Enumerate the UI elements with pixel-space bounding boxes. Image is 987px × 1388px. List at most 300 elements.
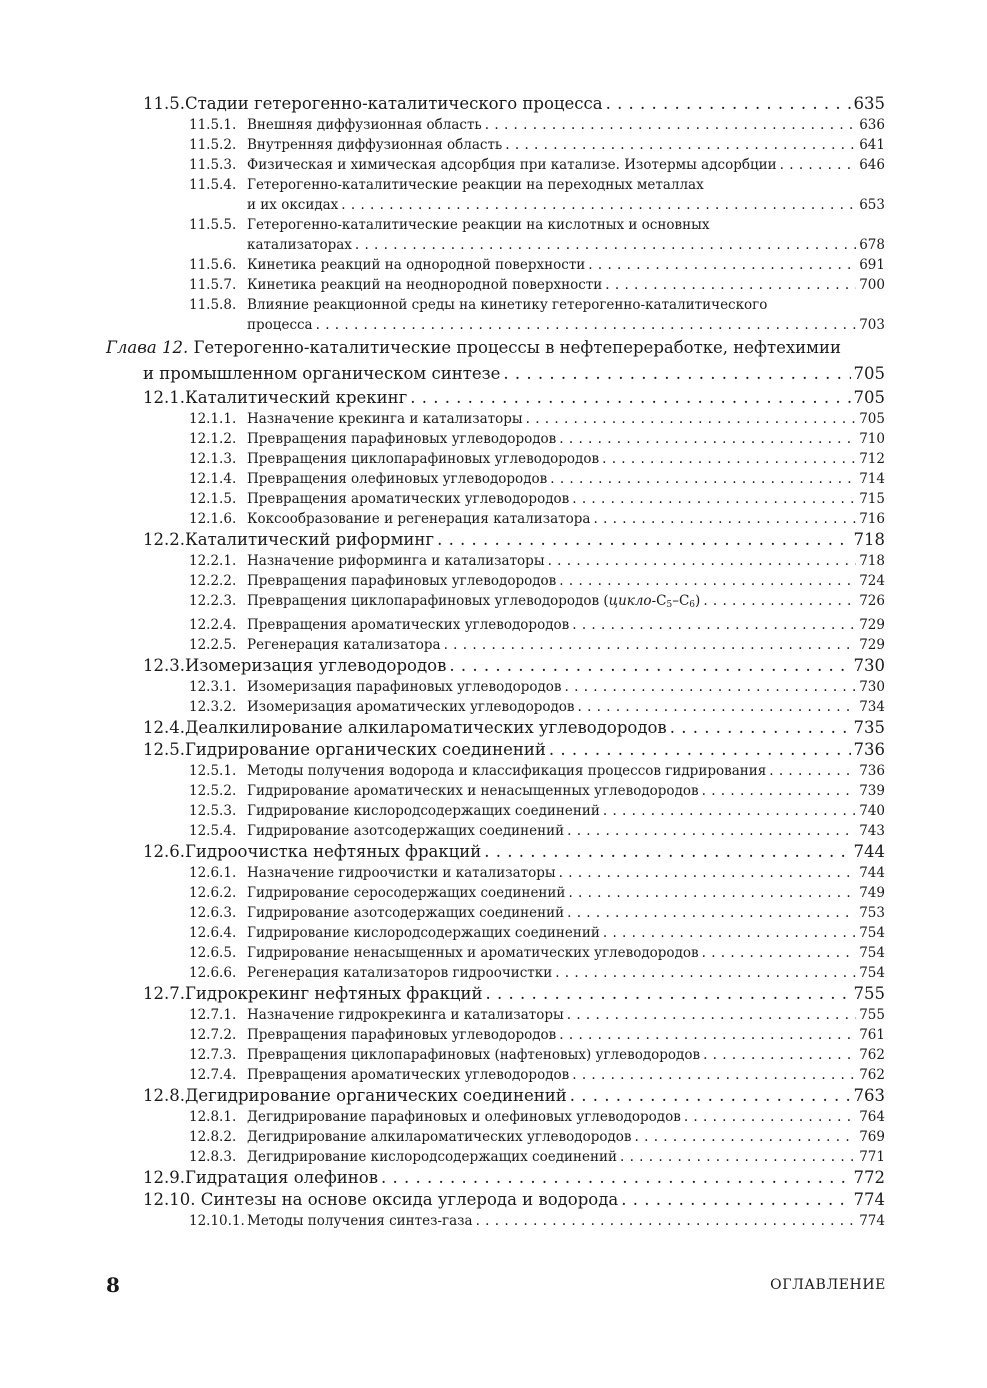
toc-entry-label — [189, 551, 545, 571]
dot-leader — [549, 739, 851, 761]
toc-entry-label — [189, 449, 599, 469]
dot-leader — [559, 571, 856, 591]
toc-entry-number: 11.5.6. — [189, 257, 237, 273]
toc-entry-label — [189, 863, 556, 883]
toc-entry-label — [143, 983, 483, 1005]
toc-entry-label — [143, 717, 667, 739]
toc-entry-label — [189, 275, 602, 295]
toc-entry-number: 12.2.4. — [189, 617, 237, 633]
page-number: 8 — [106, 1273, 120, 1297]
toc-entry-title: Превращения ароматических углеводородов — [247, 1067, 570, 1083]
dot-leader — [703, 1045, 856, 1065]
running-title: ОГЛАВЛЕНИЕ — [770, 1277, 886, 1293]
toc-entry-number: 12.1. — [143, 388, 185, 407]
toc-entry-title-cont: и их оксидах — [247, 197, 339, 213]
toc-entry-number: 12.10.1. — [189, 1213, 245, 1229]
toc-entry-number: 12.8.2. — [189, 1129, 237, 1145]
toc-entry-number: 12.2. — [143, 530, 185, 549]
toc-entry-number: 12.7.1. — [189, 1007, 237, 1023]
toc-entry — [0, 635, 987, 655]
toc-entry-number: 12.3. — [143, 656, 185, 675]
toc-entry-page: 754 — [859, 965, 885, 981]
toc-entry-label — [189, 1065, 569, 1085]
toc-entry-page: 754 — [859, 945, 885, 961]
dot-leader — [484, 841, 850, 863]
dot-leader — [603, 801, 856, 821]
toc-entry-title: Гидроочистка нефтяных фракций — [184, 842, 482, 861]
toc-entry-number: 12.5.3. — [189, 803, 237, 819]
toc-entry-title: Гидрокрекинг нефтяных фракций — [184, 984, 483, 1003]
toc-entry-number: 11.5.4. — [189, 177, 237, 193]
toc-entry-number: 12.7.2. — [189, 1027, 237, 1043]
toc-entry-title: Превращения парафиновых углеводородов — [247, 1027, 557, 1043]
dot-leader — [444, 635, 857, 655]
toc-entry-label — [189, 591, 700, 615]
toc-entry-label — [189, 677, 562, 697]
toc-entry — [0, 155, 987, 175]
toc-entry-number: 12.1.6. — [189, 511, 237, 527]
toc-entry-label — [189, 509, 591, 529]
toc-entry-label — [189, 1005, 564, 1025]
toc-entry-page: 718 — [859, 553, 885, 569]
dot-leader — [526, 409, 857, 429]
dot-leader — [620, 1147, 856, 1167]
toc-entry — [0, 983, 987, 1005]
toc-entry-title: Регенерация катализатора — [247, 637, 441, 653]
toc-entry-number: 12.5.2. — [189, 783, 237, 799]
toc-entry-number: 12.6.1. — [189, 865, 237, 881]
toc-entry-title: Внешняя диффузионная область — [247, 117, 482, 133]
toc-entry-page: 753 — [859, 905, 885, 921]
toc-entry — [0, 677, 987, 697]
toc-entry — [0, 1127, 987, 1147]
toc-entry-number: 12.1.2. — [189, 431, 237, 447]
toc-entry-label — [189, 489, 569, 509]
toc-entry-title: Регенерация катализаторов гидроочистки — [247, 965, 553, 981]
toc-entry-page: 736 — [859, 763, 885, 779]
toc-entry-title-cont: и промышленном органическом синтезе — [143, 364, 501, 383]
toc-entry — [0, 115, 987, 135]
toc-entry-label — [189, 1045, 700, 1065]
toc-entry-number: 12.8. — [143, 1086, 185, 1105]
toc-entry-number: 11.5. — [143, 94, 185, 113]
toc-entry — [0, 883, 987, 903]
toc-entry — [0, 863, 987, 883]
toc-entry-number: 12.6.6. — [189, 965, 237, 981]
toc-entry — [0, 255, 987, 275]
toc-entry-label — [189, 429, 556, 449]
dot-leader — [703, 591, 856, 611]
toc-entry-title: Гетерогенно-каталитические процессы в нефтепереработке, нефтехимии — [193, 338, 841, 357]
toc-entry-page: 636 — [859, 117, 885, 133]
toc-entry-page: 716 — [859, 511, 885, 527]
toc-entry-title: Изомеризация парафиновых углеводородов — [247, 679, 562, 695]
toc-entry-continuation — [0, 361, 987, 387]
toc-entry-label — [189, 255, 585, 275]
toc-entry — [0, 1189, 987, 1211]
toc-entry-number: 12.5. — [143, 740, 185, 759]
toc-entry — [0, 781, 987, 801]
toc-entry-page: 739 — [859, 783, 885, 799]
toc-entry-number: 12.1.3. — [189, 451, 237, 467]
toc-entry-title: Гидрирование ненасыщенных и ароматических углеводородов — [247, 945, 699, 961]
toc-entry-label — [143, 1189, 618, 1211]
toc-entry-title: Каталитический крекинг — [184, 388, 408, 407]
toc-entry — [0, 571, 987, 591]
toc-entry-number: 12.10. — [143, 1190, 196, 1209]
toc-entry — [0, 739, 987, 761]
toc-entry-label — [189, 1127, 632, 1147]
toc-entry-label — [143, 529, 434, 551]
toc-entry-page: 743 — [859, 823, 885, 839]
dot-leader — [505, 135, 856, 155]
toc-entry-number: 12.5.1. — [189, 763, 237, 779]
toc-entry-title: Гидрирование ароматических и ненасыщенных углеводородов — [247, 783, 699, 799]
toc-entry-page: 736 — [853, 740, 885, 759]
toc-entry — [0, 135, 987, 155]
toc-entry-title: Превращения циклопарафиновых углеводородов — [247, 451, 600, 467]
toc-entry-page: 774 — [853, 1190, 885, 1209]
dot-leader — [780, 155, 857, 175]
dot-leader — [635, 1127, 857, 1147]
toc-entry-title: Дегидрирование алкилароматических углеводородов — [247, 1129, 632, 1145]
toc-entry-number: 12.7. — [143, 984, 185, 1003]
toc-entry-page: 755 — [859, 1007, 885, 1023]
toc-entry-title: Превращения циклопарафиновых углеводородов $(цикло-C_5-C_6)$ — [247, 593, 701, 610]
toc-entry — [0, 903, 987, 923]
dot-leader — [437, 529, 850, 551]
dot-leader — [572, 1065, 856, 1085]
toc-entry-page: 774 — [859, 1213, 885, 1229]
toc-entry-title: Дегидрирование органических соединений — [184, 1086, 567, 1105]
toc-entry — [0, 215, 987, 235]
toc-entry-title: Каталитический риформинг — [184, 530, 435, 549]
dot-leader — [565, 677, 857, 697]
dot-leader — [606, 93, 851, 115]
toc-entry-page: 762 — [859, 1067, 885, 1083]
toc-entry — [0, 821, 987, 841]
toc-entry-title: Изомеризация углеводородов — [184, 656, 447, 675]
toc-entry-number: 12.1.5. — [189, 491, 237, 507]
toc-entry-title: Синтезы на основе оксида углерода и водорода — [195, 1190, 619, 1209]
toc-entry-page: 646 — [859, 157, 885, 173]
dot-leader — [341, 195, 856, 215]
toc-entry-label — [189, 801, 600, 821]
toc-entry-number: 12.3.1. — [189, 679, 237, 695]
toc-entry — [0, 429, 987, 449]
toc-entry-number: 11.5.7. — [189, 277, 237, 293]
toc-entry-title: Гидрирование органических соединений — [184, 740, 546, 759]
toc-entry-label — [189, 943, 699, 963]
toc-entry-number: 12.8.1. — [189, 1109, 237, 1125]
dot-leader — [567, 903, 856, 923]
toc-entry — [0, 923, 987, 943]
toc-entry-page: 730 — [859, 679, 885, 695]
toc-entry-number: 12.2.2. — [189, 573, 237, 589]
toc-entry-title: Гетерогенно-каталитические реакции на переходных металлах — [247, 177, 704, 193]
toc-entry-page: 763 — [853, 1086, 885, 1105]
toc-entry-title: Назначение гидроочистки и катализаторы — [247, 865, 556, 881]
toc-entry-page: 705 — [853, 388, 885, 407]
toc-entry — [0, 1107, 987, 1127]
toc-entry-label — [189, 1147, 617, 1167]
dot-leader — [670, 717, 851, 739]
toc-entry-page: 653 — [859, 197, 885, 213]
toc-entry-page: 744 — [853, 842, 885, 861]
toc-entry-label — [189, 821, 564, 841]
toc-entry — [0, 697, 987, 717]
toc-entry-label — [143, 1085, 567, 1107]
toc-entry-title: Гидрирование серосодержащих соединений — [247, 885, 566, 901]
toc-entry-title: Методы получения водорода и классификация процессов гидрирования — [247, 763, 767, 779]
toc-entry-page: 726 — [859, 593, 885, 609]
toc-entry-title: Гидратация олефинов — [184, 1168, 379, 1187]
toc-entry-number: 12.6.2. — [189, 885, 237, 901]
toc-entry-number: 11.5.2. — [189, 137, 237, 153]
toc-entry — [0, 469, 987, 489]
toc-entry-label — [189, 903, 564, 923]
toc-entry-number: 12.2.1. — [189, 553, 237, 569]
toc-entry-title: Методы получения синтез-газа — [247, 1213, 473, 1229]
toc-entry — [0, 489, 987, 509]
toc-entry-label — [189, 1211, 473, 1231]
toc-entry — [0, 335, 987, 361]
toc-entry-title-cont: процесса — [247, 317, 313, 333]
toc-entry-number: 12.7.4. — [189, 1067, 237, 1083]
toc-entry — [0, 93, 987, 115]
toc-entry — [0, 591, 987, 615]
dot-leader — [588, 255, 856, 275]
toc-entry — [0, 175, 987, 195]
toc-entry-page: 740 — [859, 803, 885, 819]
toc-entry-label — [189, 571, 556, 591]
toc-entry-title: Коксообразование и регенерация катализатора — [247, 511, 591, 527]
toc-entry-label — [189, 155, 777, 175]
toc-entry — [0, 387, 987, 409]
dot-leader — [702, 781, 857, 801]
toc-entry-title: Гидрирование кислородсодержащих соединений — [247, 925, 600, 941]
toc-entry-page: 771 — [859, 1149, 885, 1165]
dot-leader — [503, 361, 850, 387]
dot-leader — [603, 923, 856, 943]
toc-entry — [0, 449, 987, 469]
toc-entry-number: 12.5.4. — [189, 823, 237, 839]
toc-entry-page: 705 — [853, 364, 885, 383]
toc-entry-label — [189, 469, 547, 489]
dot-leader — [355, 235, 856, 255]
toc-entry-title: Дегидрирование парафиновых и олефиновых углеводородов — [247, 1109, 681, 1125]
toc-entry-label — [189, 697, 575, 717]
toc-entry-label — [189, 1025, 556, 1045]
toc-entry-title: Влияние реакционной среды на кинетику гетерогенно-каталитического — [247, 297, 768, 313]
dot-leader — [410, 387, 850, 409]
dot-leader — [769, 761, 856, 781]
toc-entry-page: 705 — [859, 411, 885, 427]
toc-entry-page: 761 — [859, 1027, 885, 1043]
toc-entry-label — [189, 115, 482, 135]
toc-entry-page: 703 — [859, 317, 885, 333]
toc-entry-page: 749 — [859, 885, 885, 901]
toc-entry — [0, 1065, 987, 1085]
toc-entry-title: Назначение гидрокрекинга и катализаторы — [247, 1007, 564, 1023]
toc-entry-number: 11.5.3. — [189, 157, 237, 173]
toc-entry-label — [143, 841, 481, 863]
toc-entry — [0, 275, 987, 295]
toc-entry — [0, 943, 987, 963]
toc-entry-label — [189, 215, 709, 235]
dot-leader — [594, 509, 857, 529]
toc-entry-title-cont: катализаторах — [247, 237, 352, 253]
toc-entry — [0, 509, 987, 529]
toc-entry-title: Кинетика реакций на неоднородной поверхности — [247, 277, 603, 293]
toc-entry-page: 729 — [859, 637, 885, 653]
toc-entry-title: Физическая и химическая адсорбция при катализе. Изотермы адсорбции — [247, 157, 777, 173]
toc-entry-page: 755 — [853, 984, 885, 1003]
toc-entry-page: 734 — [859, 699, 885, 715]
toc-entry-title: Дегидрирование кислородсодержащих соединений — [247, 1149, 617, 1165]
dot-leader — [449, 655, 850, 677]
toc-entry-number: 12.8.3. — [189, 1149, 237, 1165]
toc-entry-page: 678 — [859, 237, 885, 253]
toc-entry-label — [143, 1167, 378, 1189]
toc-entry-page: 735 — [853, 718, 885, 737]
toc-entry-label — [143, 387, 407, 409]
toc-entry — [0, 655, 987, 677]
toc-entry — [0, 963, 987, 983]
toc-entry-title: Кинетика реакций на однородной поверхности — [247, 257, 586, 273]
dot-leader — [602, 449, 856, 469]
toc-entry — [0, 761, 987, 781]
toc-entry-label — [189, 615, 569, 635]
toc-entry — [0, 295, 987, 315]
toc-entry-page: 762 — [859, 1047, 885, 1063]
dot-leader — [486, 983, 851, 1005]
toc-entry — [0, 1045, 987, 1065]
toc-entry — [0, 717, 987, 739]
toc-entry-continuation — [0, 195, 987, 215]
dot-leader — [485, 115, 856, 135]
dot-leader — [572, 489, 856, 509]
toc-entry-title: Превращения парафиновых углеводородов — [247, 573, 557, 589]
toc-entry — [0, 1211, 987, 1231]
toc-entry-label — [189, 135, 502, 155]
toc-entry-label — [189, 295, 767, 315]
dot-leader — [568, 883, 856, 903]
toc-entry-title: Назначение крекинга и катализаторы — [247, 411, 523, 427]
toc-entry-label — [189, 175, 704, 195]
toc-entry-number: 12.2.3. — [189, 593, 237, 609]
toc-entry-page: 764 — [859, 1109, 885, 1125]
dot-leader — [570, 1085, 851, 1107]
dot-leader — [567, 821, 856, 841]
toc-entry — [0, 1167, 987, 1189]
toc-entry — [0, 615, 987, 635]
dot-leader — [572, 615, 856, 635]
toc-entry-number: 11.5.1. — [189, 117, 237, 133]
toc-entry-page: 635 — [853, 94, 885, 113]
toc-entry-label — [189, 409, 523, 429]
toc-entry-page: 712 — [859, 451, 885, 467]
toc-entry-number: 12.1.4. — [189, 471, 237, 487]
toc-entry-number: 12.6. — [143, 842, 185, 861]
toc-entry-page: 710 — [859, 431, 885, 447]
dot-leader — [567, 1005, 856, 1025]
toc-entry-title: Превращения парафиновых углеводородов — [247, 431, 557, 447]
toc-entry-number: 11.5.8. — [189, 297, 237, 313]
dot-leader — [559, 863, 857, 883]
toc-entry-label — [189, 761, 766, 781]
toc-entry-label — [189, 923, 600, 943]
toc-entry-label — [189, 635, 441, 655]
toc-entry-page: 714 — [859, 471, 885, 487]
toc-entry-page: 641 — [859, 137, 885, 153]
toc-entry-page: 715 — [859, 491, 885, 507]
toc-entry — [0, 551, 987, 571]
toc-entry-label — [143, 93, 603, 115]
toc-entry-label — [143, 655, 446, 677]
toc-entry-label — [189, 781, 699, 801]
toc-entry-page: 691 — [859, 257, 885, 273]
toc-entry-title: Превращения ароматических углеводородов — [247, 617, 570, 633]
toc-entry-title: Превращения циклопарафиновых (нафтеновых) углеводородов — [247, 1047, 701, 1063]
toc-entry-title: Изомеризация ароматических углеводородов — [247, 699, 575, 715]
toc-entry-title: Превращения ароматических углеводородов — [247, 491, 570, 507]
table-of-contents — [0, 93, 987, 1231]
dot-leader — [559, 1025, 856, 1045]
toc-entry-page: 729 — [859, 617, 885, 633]
toc-entry-label — [143, 739, 546, 761]
toc-entry-number: 12.4. — [143, 718, 185, 737]
toc-entry-page: 744 — [859, 865, 885, 881]
toc-entry-title: Гидрирование азотсодержащих соединений — [247, 905, 565, 921]
dot-leader — [702, 943, 857, 963]
toc-entry — [0, 801, 987, 821]
toc-entry-label — [189, 963, 552, 983]
toc-entry-page: 754 — [859, 925, 885, 941]
dot-leader — [605, 275, 856, 295]
toc-entry-continuation — [0, 235, 987, 255]
toc-entry-number: 12.6.3. — [189, 905, 237, 921]
toc-entry — [0, 1005, 987, 1025]
toc-entry-title: Гидрирование азотсодержащих соединений — [247, 823, 565, 839]
toc-entry-title: Деалкилирование алкилароматических углеводородов — [184, 718, 667, 737]
toc-entry-page: 769 — [859, 1129, 885, 1145]
toc-entry-number: 12.6.4. — [189, 925, 237, 941]
dot-leader — [559, 429, 856, 449]
dot-leader — [550, 469, 856, 489]
toc-entry-continuation — [0, 315, 987, 335]
toc-entry-number: Глава 12. — [106, 338, 189, 357]
toc-entry — [0, 529, 987, 551]
toc-entry — [0, 1025, 987, 1045]
toc-entry — [0, 841, 987, 863]
toc-entry-number: 12.9. — [143, 1168, 185, 1187]
dot-leader — [476, 1211, 857, 1231]
toc-entry-number: 12.6.5. — [189, 945, 237, 961]
toc-entry-number: 12.3.2. — [189, 699, 237, 715]
toc-entry-label — [189, 883, 565, 903]
toc-entry-page: 700 — [859, 277, 885, 293]
toc-entry-number: 12.2.5. — [189, 637, 237, 653]
toc-entry-number: 12.7.3. — [189, 1047, 237, 1063]
toc-entry-label — [189, 1107, 681, 1127]
toc-entry-page: 730 — [853, 656, 885, 675]
toc-entry — [0, 1147, 987, 1167]
toc-entry-page: 724 — [859, 573, 885, 589]
toc-entry-title: Гидрирование кислородсодержащих соединений — [247, 803, 600, 819]
dot-leader — [381, 1167, 850, 1189]
toc-entry-title: Гетерогенно-каталитические реакции на кислотных и основных — [247, 217, 710, 233]
